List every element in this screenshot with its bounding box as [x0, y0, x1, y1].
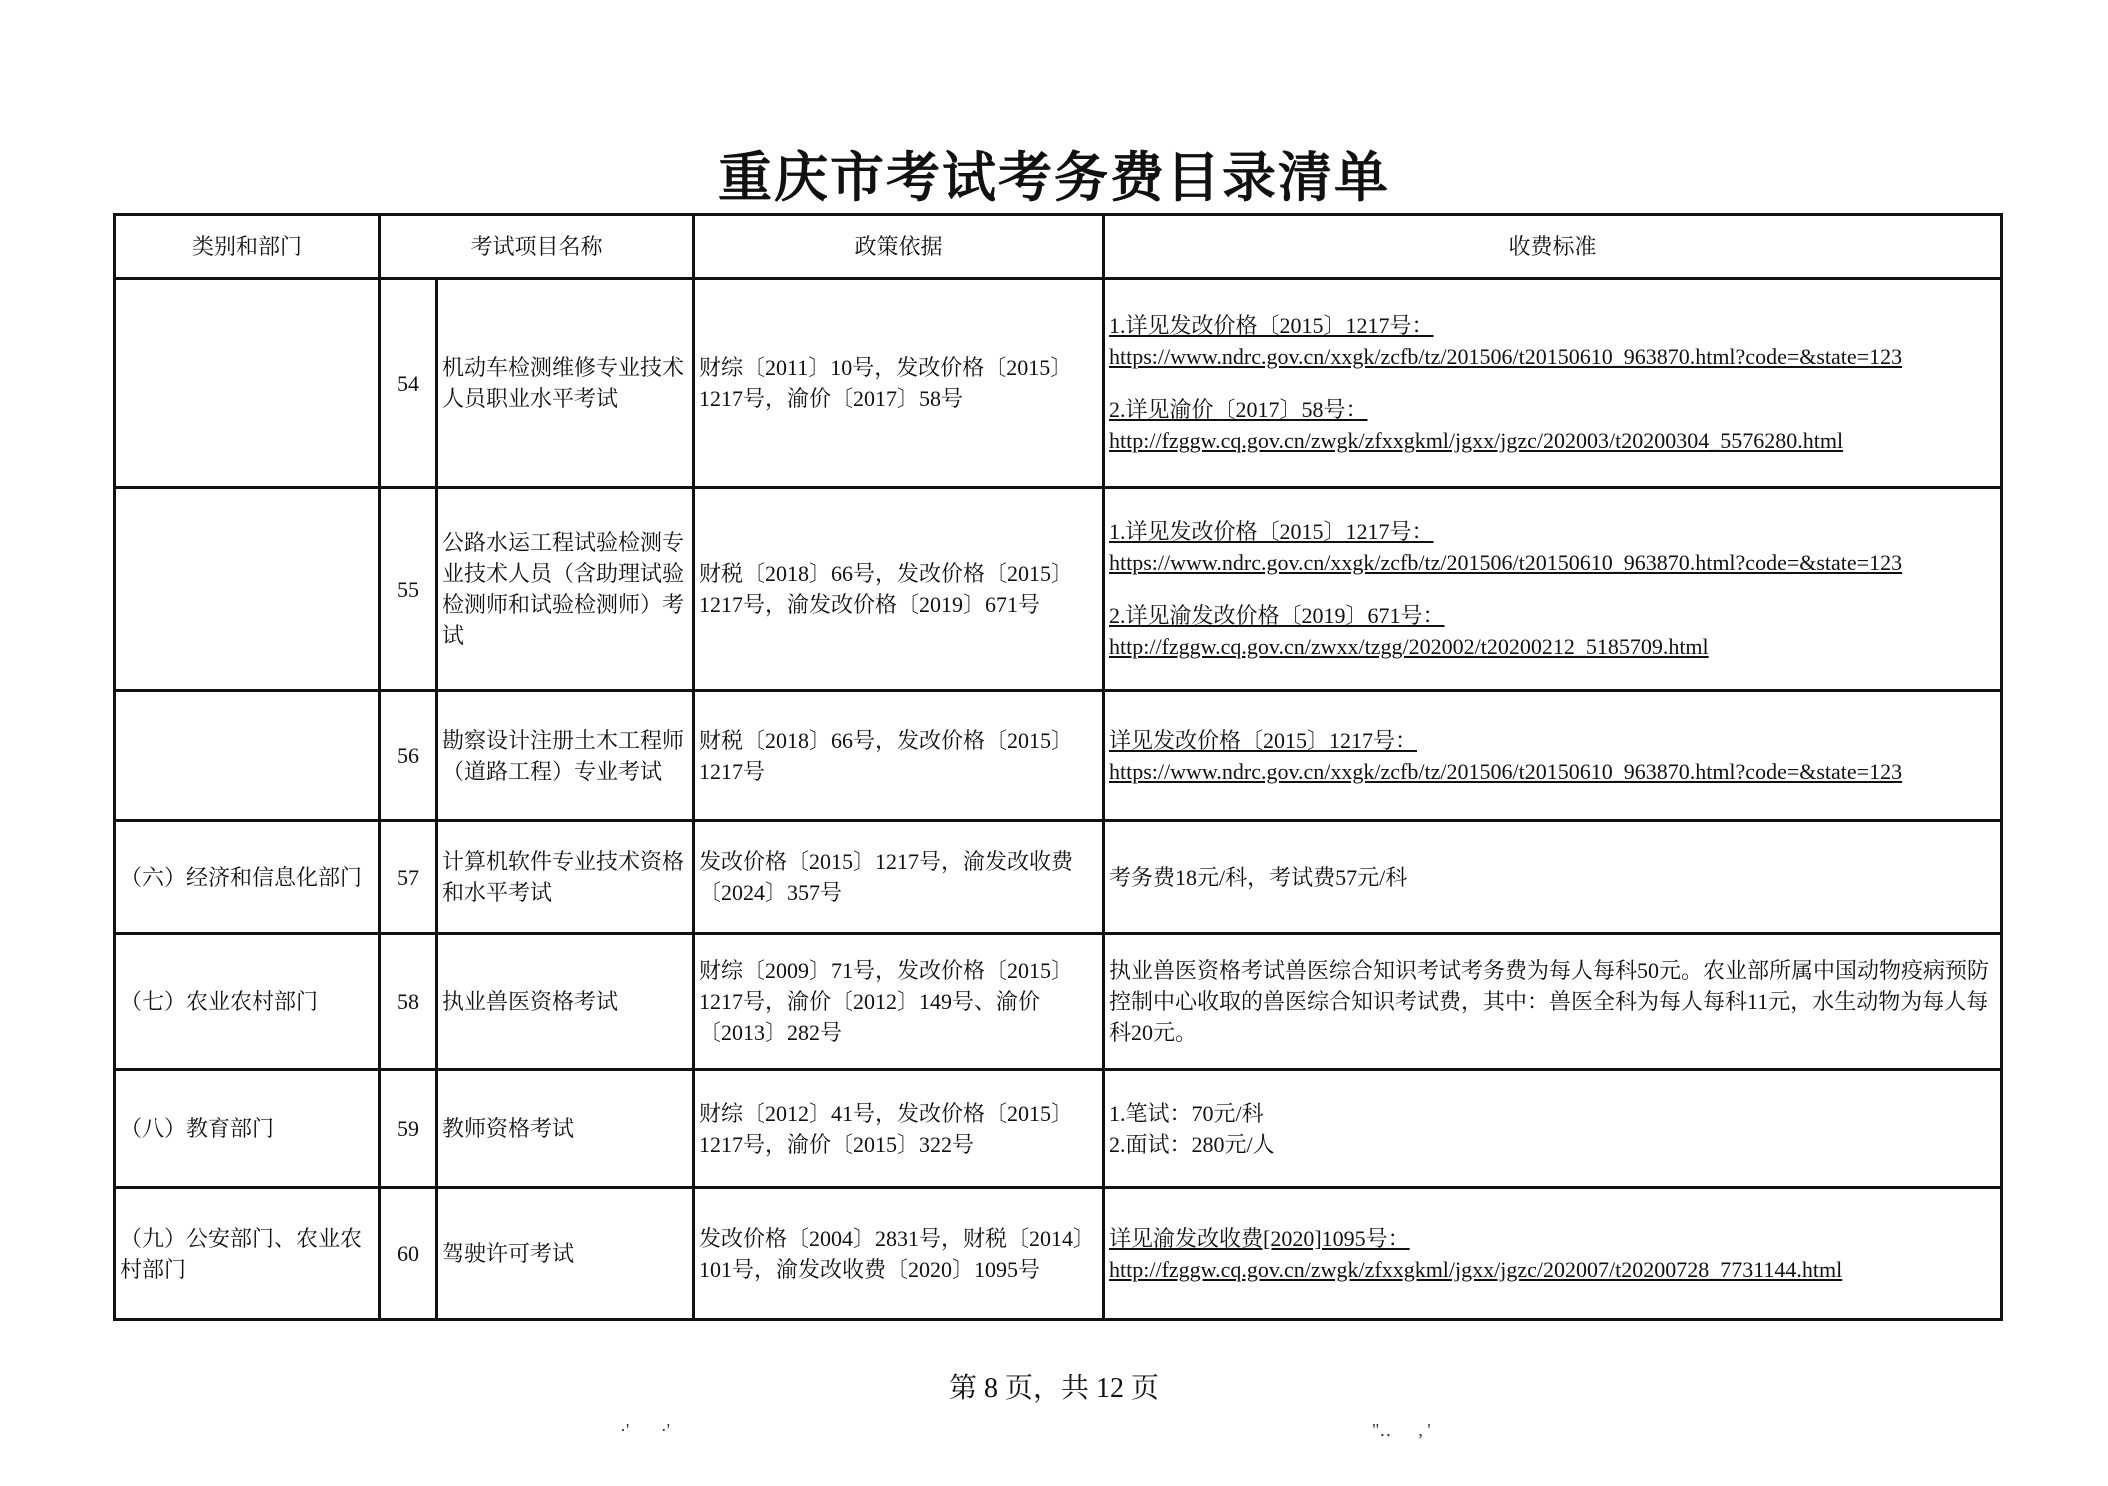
fee-standard — [1104, 279, 2002, 488]
fee-text: 2.面试：280元/人 — [1109, 1131, 1275, 1157]
fee-link[interactable]: https://www.ndrc.gov.cn/xxgk/zcfb/tz/201506/t20150610_963870.html?code=&state=123 — [1109, 344, 1903, 369]
exam-name: 教师资格考试 — [437, 1070, 694, 1188]
table-header-row — [115, 215, 2002, 279]
item-number: 54 — [380, 279, 437, 488]
fee-link[interactable]: https://www.ndrc.gov.cn/xxgk/zcfb/tz/201506/t20150610_963870.html?code=&state=123 — [1109, 758, 1903, 784]
item-number: 60 — [380, 1188, 437, 1320]
fee-standard — [1104, 691, 2002, 821]
item-number: 58 — [380, 934, 437, 1070]
table-row — [115, 279, 2002, 488]
item-number: 56 — [380, 691, 437, 821]
exam-name: 勘察设计注册土木工程师（道路工程）专业考试 — [437, 691, 694, 821]
scan-speck: ·' ·' — [620, 1420, 670, 1440]
page-number: 第 8 页，共 12 页 — [948, 1373, 1159, 1404]
dept-cell: （六）经济和信息化部门 — [115, 821, 380, 934]
item-number: 57 — [380, 821, 437, 934]
item-number: 59 — [380, 1070, 437, 1188]
table-row — [115, 934, 2002, 1070]
policy-basis: 财综〔2011〕10号，发改价格〔2015〕1217号，渝价〔2017〕58号 — [694, 279, 1104, 488]
fee-link[interactable]: 详见渝发改收费[2020]1095号： — [1109, 1225, 1410, 1251]
fee-standard — [1104, 488, 2002, 691]
policy-basis: 发改价格〔2015〕1217号，渝发改收费〔2024〕357号 — [694, 821, 1104, 934]
page-title: 重庆市考试考务费目录清单 — [718, 148, 1390, 208]
fee-link[interactable]: http://fzggw.cq.gov.cn/zwgk/zfxxgkml/jgxx/jgzc/202003/t20200304_5576280.html — [1109, 428, 1844, 453]
exam-name: 计算机软件专业技术资格和水平考试 — [437, 821, 694, 934]
table-row — [115, 821, 2002, 934]
dept-cell — [115, 488, 380, 691]
fee-standard — [1104, 1188, 2002, 1320]
scan-speck: "‥ , ' — [1372, 1420, 1431, 1440]
dept-cell — [115, 279, 380, 488]
fee-link[interactable]: 1.详见发改价格〔2015〕1217号： — [1109, 519, 1434, 544]
dept-cell: （七）农业农村部门 — [115, 934, 380, 1070]
dept-cell — [115, 691, 380, 821]
dept-cell: （九）公安部门、农业农村部门 — [115, 1188, 380, 1320]
policy-basis: 财综〔2012〕41号，发改价格〔2015〕1217号，渝价〔2015〕322号 — [694, 1070, 1104, 1188]
policy-basis: 财税〔2018〕66号，发改价格〔2015〕1217号，渝发改价格〔2019〕671号 — [694, 488, 1104, 691]
dept-cell: （八）教育部门 — [115, 1070, 380, 1188]
table-row — [115, 1188, 2002, 1320]
header-exam-name: 考试项目名称 — [380, 215, 694, 279]
fee-text: 执业兽医资格考试兽医综合知识考试考务费为每人每科50元。农业部所属中国动物疫病预防控制中心收取的兽医综合知识考试费，其中：兽医全科为每人每科11元，水生动物为每人每科20元。 — [1109, 958, 1990, 1045]
header-fee-standard: 收费标准 — [1104, 215, 2002, 279]
spacer — [1109, 372, 1996, 394]
policy-basis: 财税〔2018〕66号，发改价格〔2015〕1217号 — [694, 691, 1104, 821]
policy-basis: 发改价格〔2004〕2831号，财税〔2014〕101号，渝发改收费〔2020〕1095号 — [694, 1188, 1104, 1320]
policy-basis: 财综〔2009〕71号，发改价格〔2015〕1217号，渝价〔2012〕149号、渝价〔2013〕282号 — [694, 934, 1104, 1070]
spacer — [1109, 578, 1996, 600]
fee-link[interactable]: https://www.ndrc.gov.cn/xxgk/zcfb/tz/201506/t20150610_963870.html?code=&state=123 — [1109, 550, 1903, 575]
header-policy: 政策依据 — [694, 215, 1104, 279]
fee-link[interactable]: 2.详见渝价〔2017〕58号： — [1109, 397, 1368, 422]
exam-name: 执业兽医资格考试 — [437, 934, 694, 1070]
fee-link[interactable]: http://fzggw.cq.gov.cn/zwgk/zfxxgkml/jgxx/jgzc/202007/t20200728_7731144.html — [1109, 1256, 1843, 1282]
fee-standard — [1104, 934, 2002, 1070]
item-number: 55 — [380, 488, 437, 691]
table-row — [115, 1070, 2002, 1188]
table-row — [115, 488, 2002, 691]
header-dept: 类别和部门 — [115, 215, 380, 279]
fee-link[interactable]: 2.详见渝发改价格〔2019〕671号： — [1109, 603, 1445, 628]
table-row — [115, 691, 2002, 821]
fee-link[interactable]: http://fzggw.cq.gov.cn/zwxx/tzgg/202002/t20200212_5185709.html — [1109, 634, 1709, 659]
fee-link[interactable]: 1.详见发改价格〔2015〕1217号： — [1109, 313, 1434, 338]
fee-standard — [1104, 821, 2002, 934]
fee-table — [113, 213, 2003, 1321]
exam-name: 机动车检测维修专业技术人员职业水平考试 — [437, 279, 694, 488]
exam-name: 驾驶许可考试 — [437, 1188, 694, 1320]
fee-text: 考务费18元/科，考试费57元/科 — [1109, 864, 1408, 890]
fee-link[interactable]: 详见发改价格〔2015〕1217号： — [1109, 727, 1418, 753]
fee-standard — [1104, 1070, 2002, 1188]
exam-name: 公路水运工程试验检测专业技术人员（含助理试验检测师和试验检测师）考试 — [437, 488, 694, 691]
fee-text: 1.笔试：70元/科 — [1109, 1100, 1264, 1126]
